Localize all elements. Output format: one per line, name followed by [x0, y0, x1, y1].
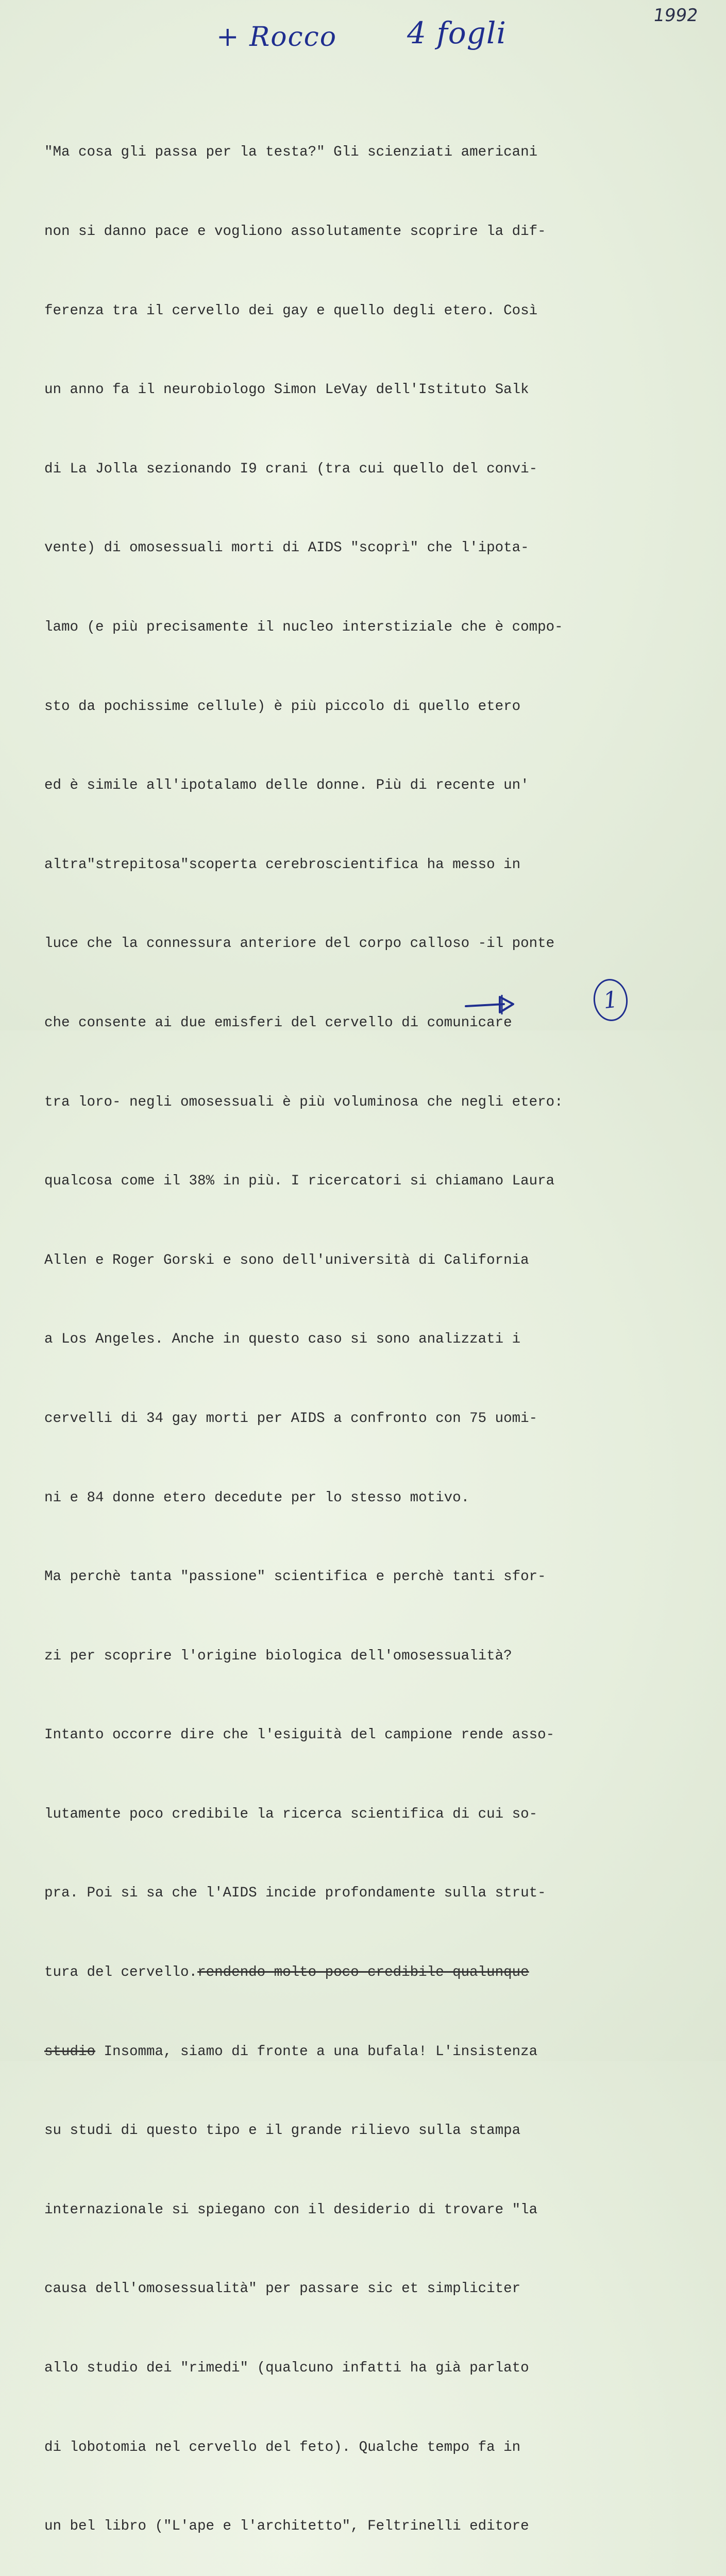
text-line: di La Jolla sezionando I9 crani (tra cui quello del convi-	[44, 461, 538, 477]
text-line: vente) di omosessuali morti di AIDS "scoprì" che l'ipota-	[44, 540, 529, 556]
handwritten-arrow-icon	[464, 992, 520, 1018]
text-line: lutamente poco credibile la ricerca scientifica di cui so-	[44, 1806, 538, 1822]
struck-through-text: rendendo molto poco credibile qualunque	[197, 1964, 529, 1981]
text-line	[44, 2039, 621, 2065]
text-line: che consente ai due emisferi del cervello di comunicare	[44, 1014, 512, 1031]
text-line: sto da pochissime cellule) è più piccolo di quello etero	[44, 698, 521, 715]
text-line: Ma perchè tanta "passione" scientifica e perchè tanti sfor-	[44, 1569, 546, 1585]
text-fragment: tura del cervello.	[44, 1964, 198, 1981]
text-line: ferenza tra il cervello dei gay e quello degli etero. Così	[44, 302, 538, 319]
text-line: Allen e Roger Gorski e sono dell'università di California	[44, 1252, 529, 1268]
page-number: 1	[602, 986, 619, 1014]
typewritten-text	[44, 87, 621, 2576]
text-line: lamo (e più precisamente il nucleo interstiziale che è compo-	[44, 619, 563, 635]
text-line: un anno fa il neurobiologo Simon LeVay dell'Istituto Salk	[44, 382, 529, 398]
text-line: tra loro- negli omosessuali è più voluminosa che negli etero:	[44, 1094, 563, 1110]
text-line: causa dell'omosessualità" per passare sic et simpliciter	[44, 2281, 521, 2297]
text-line: qualcosa come il 38% in più. I ricercatori si chiamano Laura	[44, 1173, 555, 1190]
text-line: a Los Angeles. Anche in questo caso si sono analizzati i	[44, 1331, 521, 1348]
text-line: luce che la connessura anteriore del corpo calloso -il ponte	[44, 936, 555, 952]
text-line: ed è simile all'ipotalamo delle donne. Più di recente un'	[44, 777, 529, 794]
text-fragment: Insomma, siamo di fronte a una bufala! L'insistenza	[95, 2043, 538, 2060]
text-line: allo studio dei "rimedi" (qualcuno infatti ha già parlato	[44, 2360, 529, 2377]
text-line: Intanto occorre dire che l'esiguità del campione rende asso-	[44, 1727, 555, 1743]
text-line: pra. Poi si sa che l'AIDS incide profondamente sulla strut-	[44, 1885, 546, 1902]
text-line: cervelli di 34 gay morti per AIDS a confronto con 75 uomi-	[44, 1410, 538, 1427]
text-line	[44, 1959, 621, 1986]
text-line: non si danno pace e vogliono assolutamente scoprire la dif-	[44, 224, 546, 240]
text-line: su studi di questo tipo e il grande rilievo sulla stampa	[44, 2123, 521, 2139]
text-line: "Ma cosa gli passa per la testa?" Gli scienziati americani	[44, 144, 538, 161]
text-line: ni e 84 donne etero decedute per lo stesso motivo.	[44, 1489, 470, 1506]
handwritten-note-right: 4 fogli	[407, 15, 506, 50]
handwritten-note-left: + Rocco	[216, 22, 337, 53]
text-line: un bel libro ("L'ape e l'architetto", Feltrinelli editore	[44, 2518, 529, 2535]
text-line: internazionale si spiegano con il desiderio di trovare "la	[44, 2201, 538, 2218]
handwritten-year: 1992	[652, 5, 700, 26]
struck-through-text: studio	[44, 2043, 96, 2060]
text-line: altra"strepitosa"scoperta cerebroscientifica ha messo in	[44, 856, 521, 873]
text-line: di lobotomia nel cervello del feto). Qualche tempo fa in	[44, 2439, 521, 2455]
text-line: zi per scoprire l'origine biologica dell'omosessualità?	[44, 1648, 512, 1664]
